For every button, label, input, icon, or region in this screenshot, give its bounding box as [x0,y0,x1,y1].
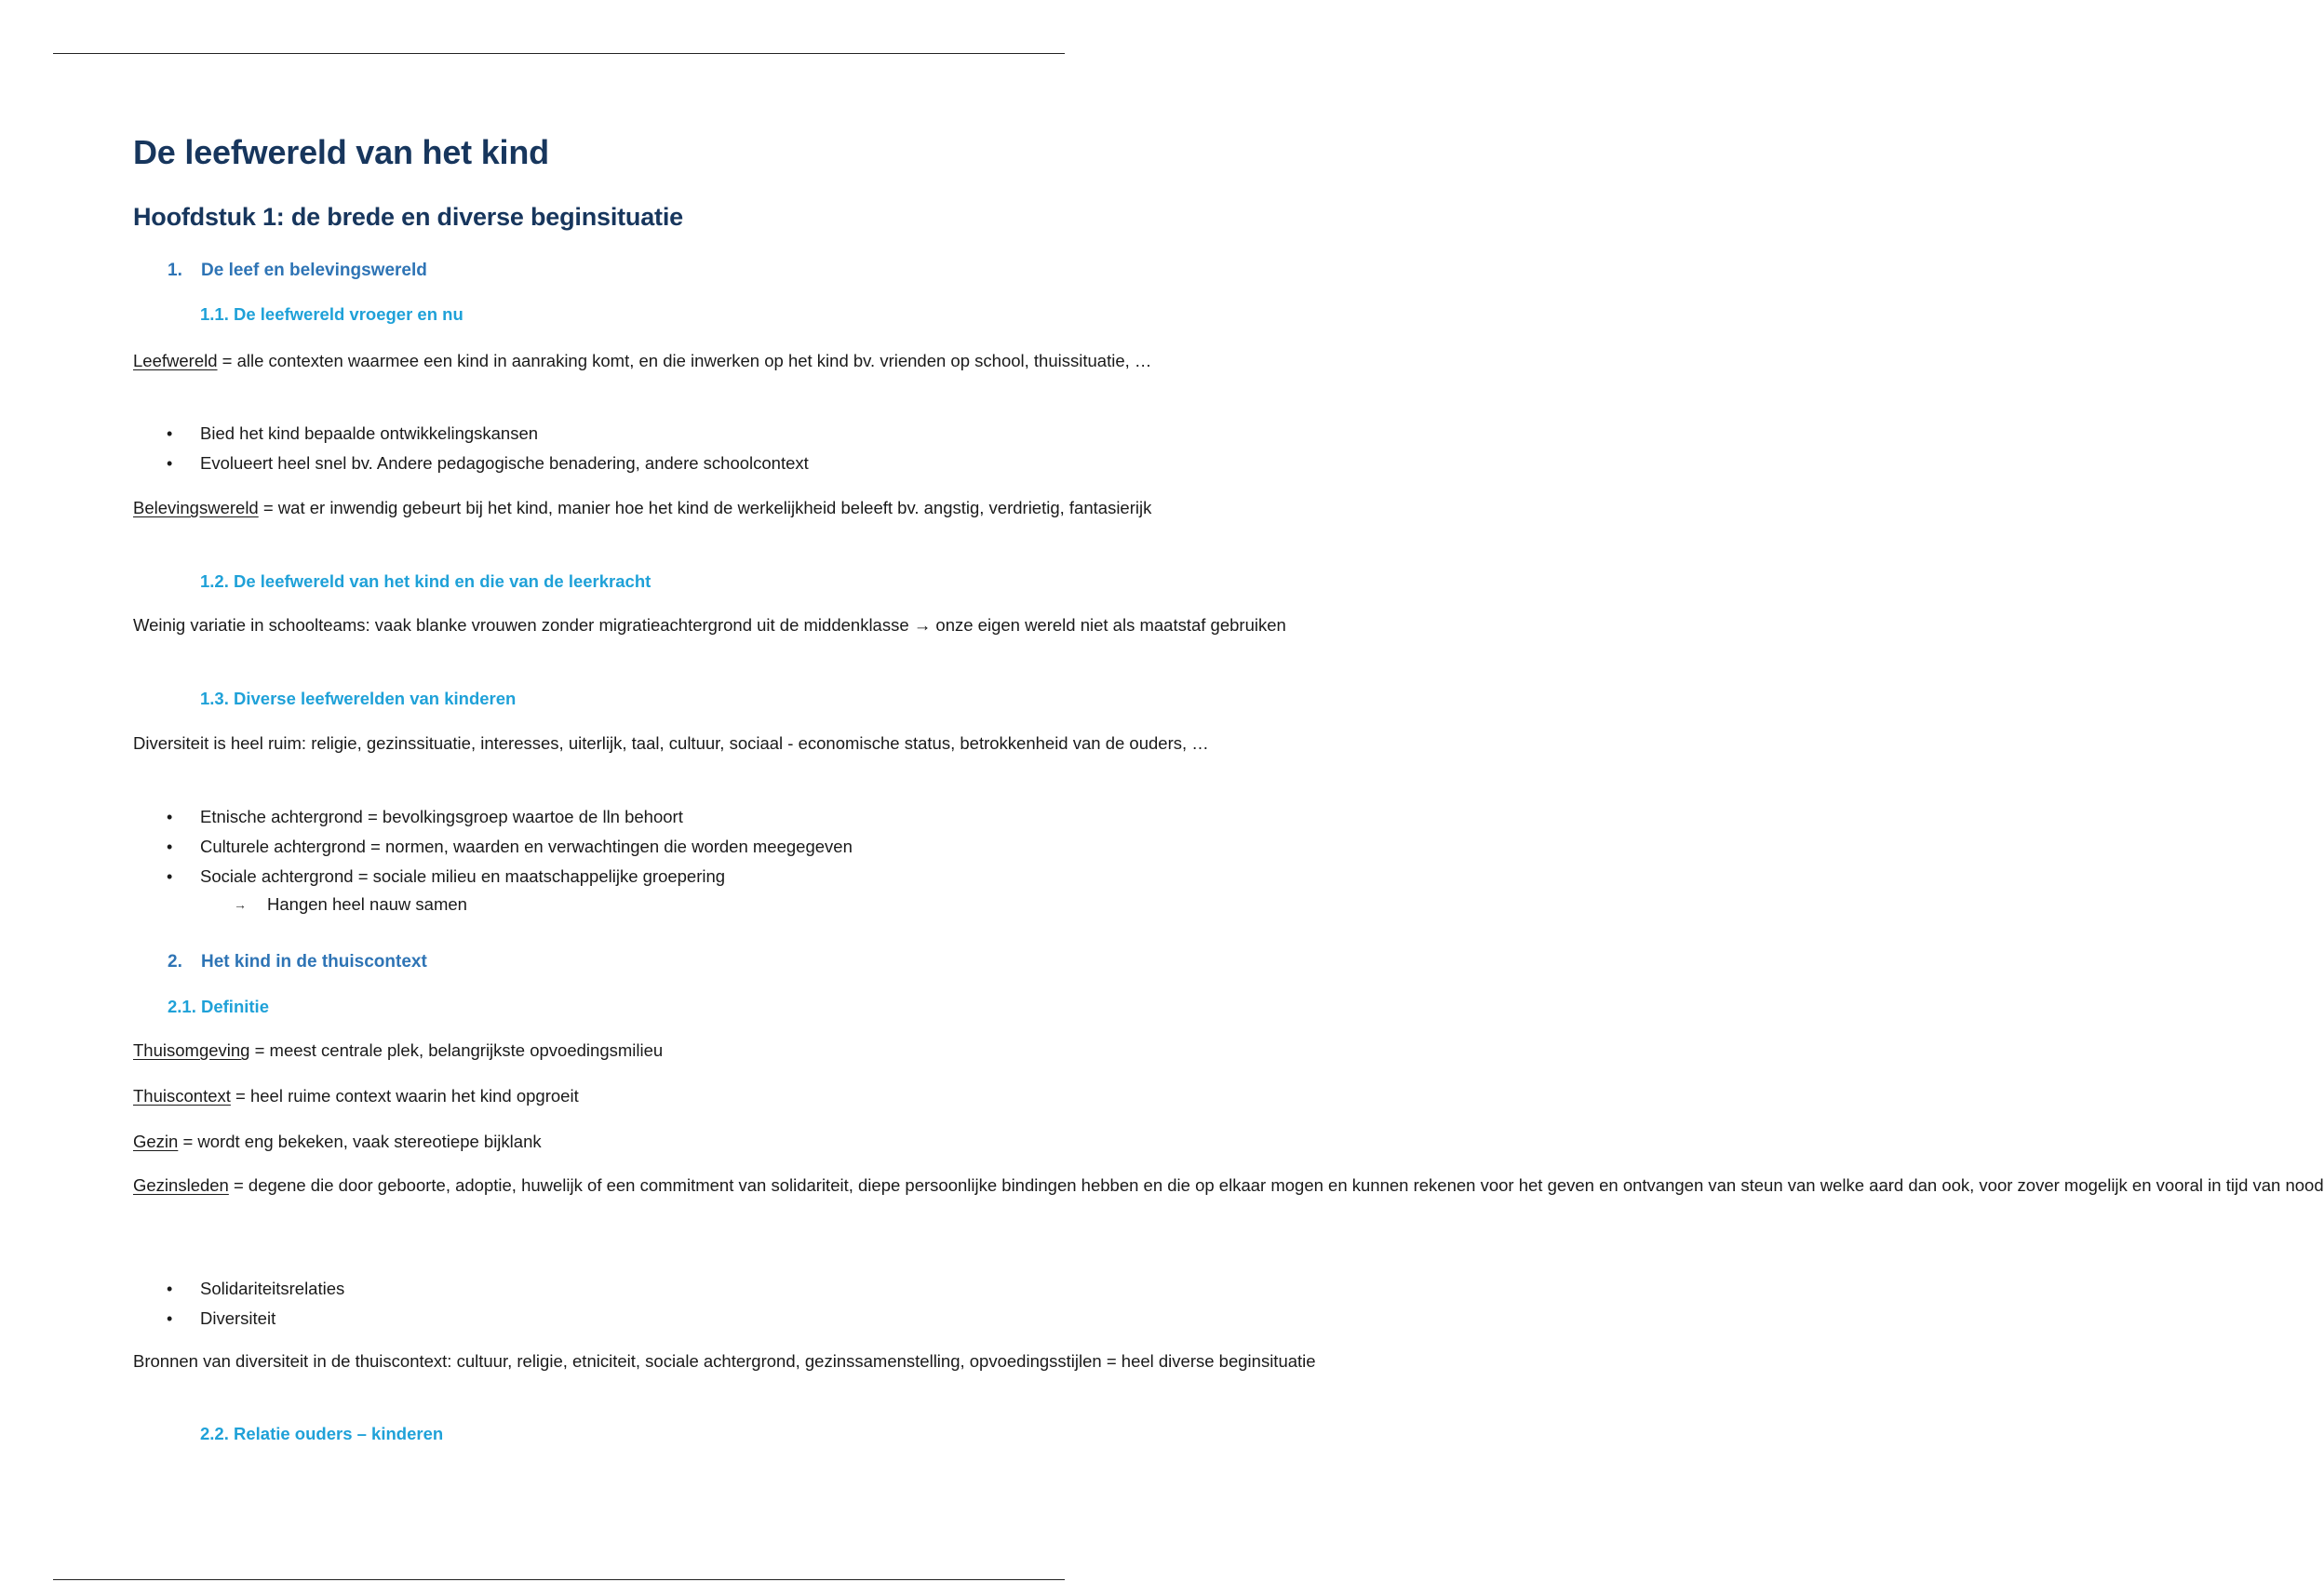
section-title: De leef en belevingswereld [201,261,427,280]
term: Leefwereld [133,351,218,370]
subsection-heading-1-1: 1.1. De leefwereld vroeger en nu [200,304,463,324]
bullet-list-1 [133,419,809,478]
subsection-heading-1-3: 1.3. Diverse leefwerelden van kinderen [200,689,517,708]
section-number: 1. [168,261,182,280]
term: Gezin [133,1132,179,1151]
list-item: • Bied het kind bepaalde ontwikkelingskansen [133,419,809,449]
list-item: • Etnische achtergrond = bevolkingsgroep waartoe de lln behoort [133,802,853,832]
subsection-heading-2-1: 2.1. Definitie [168,997,269,1016]
paragraph-1-3: Diversiteit is heel ruim: religie, gezinssituatie, interesses, uiterlijk, taal, cultuur, sociaal - economische status, betrokkenheid van de ouders, … [133,733,1209,753]
paragraph-bronnen: Bronnen van diversiteit in de thuiscontext: cultuur, religie, etniciteit, sociale achtergrond, gezinssamenstelling, opvoedingsstijlen = heel diverse beginsituatie [133,1351,1316,1371]
section-heading-1 [168,261,427,281]
paragraph-1-2: Weinig variatie in schoolteams: vaak blanke vrouwen zonder migratieachtergrond uit de middenklasse → onze eigen wereld niet als maatstaf gebruiken [133,615,1286,635]
subsection-heading-1-2: 1.2. De leefwereld van het kind en die van de leerkracht [200,571,652,591]
bullet-list-3 [133,1274,344,1334]
list-item: • Diversiteit [133,1304,344,1334]
list-item: • Sociale achtergrond = sociale milieu en maatschappelijke groepering [133,862,853,892]
bullet-list-2 [133,802,853,892]
definition-text: = heel ruime context waarin het kind opgroeit [230,1086,579,1106]
definition-text: = wordt eng bekeken, vaak stereotiepe bijklank [178,1132,542,1151]
arrow-note-text: Hangen heel nauw samen [267,894,467,914]
subsection-heading-2-2: 2.2. Relatie ouders – kinderen [200,1424,444,1443]
arrow-icon: → [234,897,247,912]
definition-leefwereld [133,346,1152,376]
definition-gezinsleden [133,1171,2324,1200]
definition-text: = degene die door geboorte, adoptie, huwelijk of een commitment van solidariteit, diepe persoonlijke bindingen hebben en die op elkaar mogen en kunnen rekenen voor het geven en ontvangen van steun van welke aard dan ook, voor zover mogelijk en vooral in tijd van nood [228,1175,2324,1195]
term: Thuisomgeving [133,1040,250,1060]
term: Gezinsleden [133,1175,229,1195]
definition-belevingswereld [133,493,1152,523]
header-rule [53,53,1065,54]
definition-text: = alle contexten waarmee een kind in aanraking komt, en die inwerken op het kind bv. vrienden op school, thuissituatie, … [217,351,1152,370]
document-page [133,0,2324,1443]
term: Thuiscontext [133,1086,231,1106]
footer-rule [53,1579,1065,1580]
arrow-note [133,890,878,919]
document-title: De leefwereld van het kind [133,133,549,171]
definition-thuisomgeving [133,1036,989,1066]
list-item: • Solidariteitsrelaties [133,1274,344,1304]
definition-thuiscontext [133,1081,989,1111]
section-number: 2. [168,952,182,972]
section-title: Het kind in de thuiscontext [201,952,427,972]
section-heading-2 [168,952,427,972]
list-item: • Evolueert heel snel bv. Andere pedagogische benadering, andere schoolcontext [133,449,809,478]
definition-gezin [133,1127,989,1157]
chapter-heading: Hoofdstuk 1: de brede en diverse beginsituatie [133,203,683,231]
term: Belevingswereld [133,498,259,517]
definition-text: = meest centrale plek, belangrijkste opvoedingsmilieu [249,1040,664,1060]
list-item: • Culturele achtergrond = normen, waarden en verwachtingen die worden meegegeven [133,832,853,862]
definition-text: = wat er inwendig gebeurt bij het kind, manier hoe het kind de werkelijkheid beleeft bv. angstig, verdrietig, fantasierijk [258,498,1152,517]
